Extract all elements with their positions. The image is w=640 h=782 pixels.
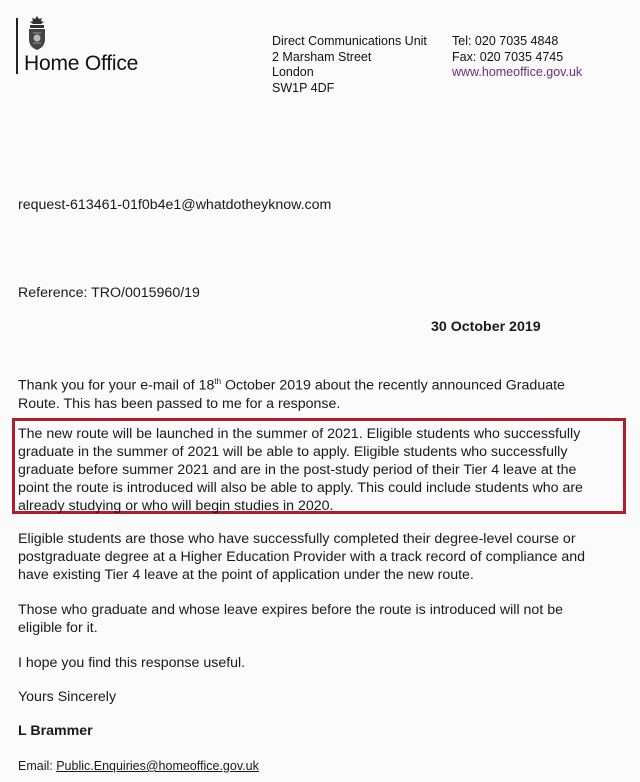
text-line: already studying or who will begin studies in 2020. [18, 498, 334, 514]
text-line: graduate before summer 2021 and are in the post-study period of their Tier 4 leave at the [18, 462, 577, 478]
contact-email-line [18, 759, 259, 773]
closing-salutation: Yours Sincerely [18, 689, 117, 705]
text-line: graduate in the summer of 2021 will be able to apply. Eligible students who successfully [18, 444, 568, 460]
address-line: Direct Communications Unit [272, 34, 427, 48]
signatory-name: L Brammer [18, 723, 93, 739]
paragraph-eligibility [18, 530, 630, 584]
text-line: Thank you for your e-mail of 18th October 2019 about the recently announced Graduate [18, 377, 565, 394]
tel-number: Tel: 020 7035 4848 [452, 34, 559, 48]
paragraph-exclusion [18, 601, 630, 637]
text-line: eligible for it. [18, 620, 98, 636]
contact-block [452, 34, 582, 81]
address-line: SW1P 4DF [272, 80, 335, 95]
text-line: postgraduate degree at a Higher Education Provider with a track record of compliance and [18, 549, 586, 565]
text-line: Route. This has been passed to me for a response. [18, 395, 341, 412]
text-line: Those who graduate and whose leave expires before the route is introduced will not be [18, 602, 563, 618]
recipient-email: request-613461-01f0b4e1@whatdotheyknow.com [18, 197, 332, 213]
website-link[interactable]: www.homeoffice.gov.uk [452, 65, 583, 79]
org-name: Home Office [24, 52, 139, 75]
letter-date: 30 October 2019 [431, 319, 541, 335]
text-line: have existing Tier 4 leave at the point of application under the new route. [18, 567, 474, 583]
reference-number: Reference: TRO/0015960/19 [18, 285, 200, 301]
paragraph-thanks [18, 373, 630, 413]
email-label: Email: [18, 759, 53, 773]
logo-divider [16, 18, 18, 74]
fax-number: Fax: 020 7035 4745 [452, 49, 564, 64]
text-line: Eligible students are those who have successfully completed their degree-level course or [18, 531, 576, 547]
text-line: point the route is introduced will also be able to apply. This could include students who are [18, 480, 583, 496]
address-line: London [272, 65, 314, 79]
paragraph-launch-info [18, 425, 630, 515]
email-link[interactable]: Public.Enquiries@homeoffice.gov.uk [56, 759, 259, 773]
sender-address [272, 34, 427, 96]
address-line: 2 Marsham Street [272, 49, 372, 64]
paragraph-closing-note: I hope you find this response useful. [18, 655, 246, 671]
royal-crest-icon [24, 14, 50, 52]
text-line: The new route will be launched in the summer of 2021. Eligible students who successfully [18, 426, 581, 442]
